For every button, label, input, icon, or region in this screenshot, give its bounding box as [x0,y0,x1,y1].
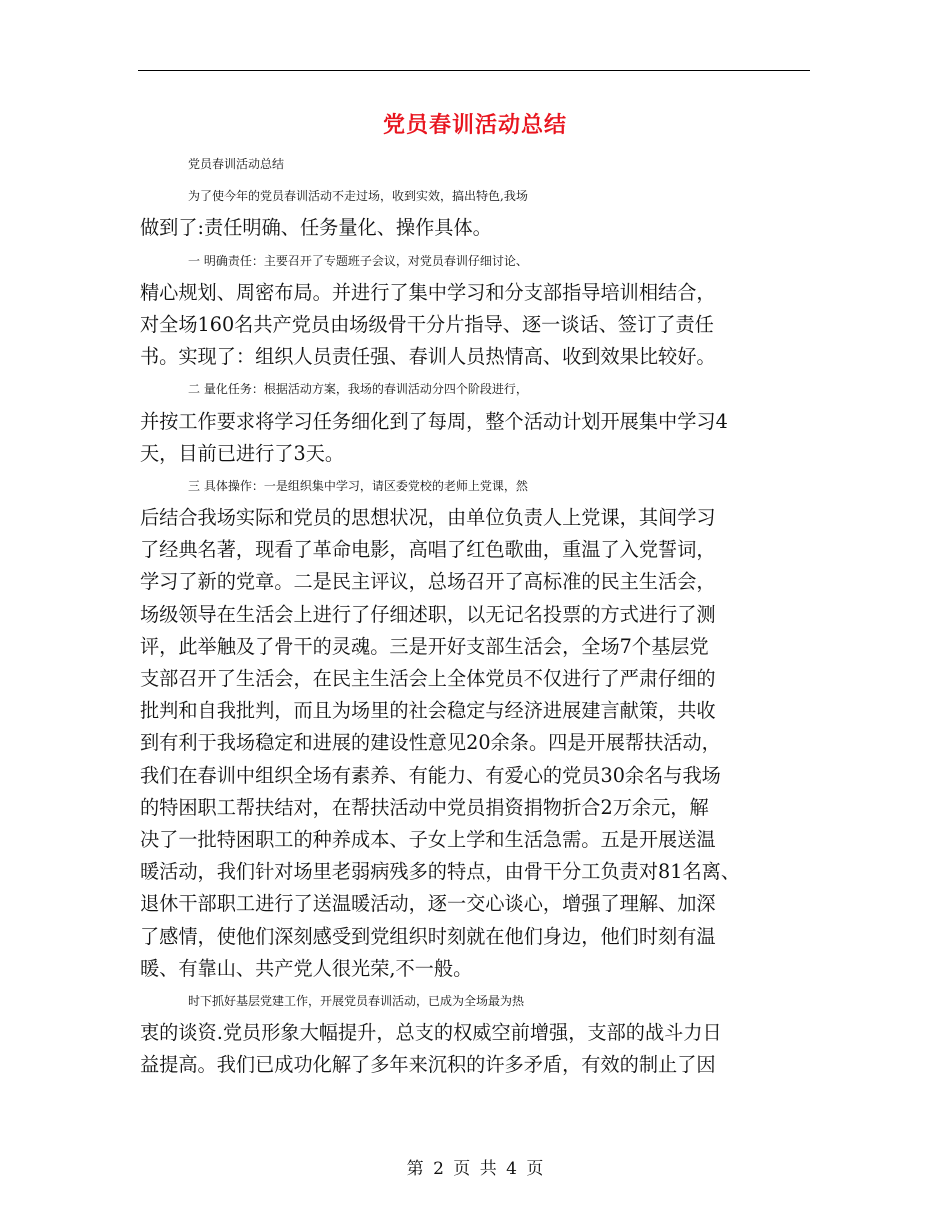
text-line: 为了使今年的党员春训活动不走过场，收到实效，搞出特色,我场 [188,189,528,204]
text-line: 到有利于我场稳定和进展的建设性意见20余条。四是开展帮扶活动， [140,731,721,755]
text-line: 我们在春训中组织全场有素养、有能力、有爱心的党员30余名与我场 [140,763,721,787]
text-line: 三 具体操作：一是组织集中学习，请区委党校的老师上党课，然 [188,478,528,493]
text-line: 益提高。我们已成功化解了多年来沉积的许多矛盾，有效的制止了因 [140,1053,716,1077]
text-line: 衷的谈资.党员形象大幅提升，总支的权威空前增强，支部的战斗力日 [140,1021,722,1045]
text-line: 退休干部职工进行了送温暖活动，逐一交心谈心，增强了理解、加深 [140,892,716,916]
text-line: 书。实现了：组织人员责任强、春训人员热情高、收到效果比较好。 [140,345,716,369]
document-body [140,148,812,1081]
text-line: 了经典名著，现看了革命电影，高唱了红色歌曲，重温了入党誓词， [140,538,716,562]
text-line: 做到了:责任明确、任务量化、操作具体。 [140,216,492,240]
text-line: 时下抓好基层党建工作，开展党员春训活动，已成为全场最为热 [188,993,525,1008]
text-line: 并按工作要求将学习任务细化到了每周，整个活动计划开展集中学习4 [140,409,728,433]
page-footer: 第 2 页 共 4 页 [406,1159,544,1179]
text-line: 暖、有靠山、共产党人很光荣,不一般。 [140,956,473,980]
text-line: 天，目前已进行了3天。 [140,441,345,465]
text-line: 党员春训活动总结 [188,157,285,171]
text-line: 决了一批特困职工的种养成本、子女上学和生活急需。五是开展送温 [140,827,716,851]
text-line: 了感情，使他们深刻感受到党组织时刻就在他们身边，他们时刻有温 [140,924,716,948]
text-line: 后结合我场实际和党员的思想状况，由单位负责人上党课，其间学习 [140,506,716,530]
text-line: 学习了新的党章。二是民主评议，总场召开了高标准的民主生活会， [140,570,716,594]
text-line: 场级领导在生活会上进行了仔细述职，以无记名投票的方式进行了测 [140,602,716,626]
text-line: 评，此举触及了骨干的灵魂。三是开好支部生活会，全场7个基层党 [140,634,709,658]
text-line: 二 量化任务：根据活动方案，我场的春训活动分四个阶段进行， [188,382,528,397]
text-line: 批判和自我批判，而且为场里的社会稳定与经济进展建言献策，共收 [140,699,716,723]
text-line: 精心规划、周密布局。并进行了集中学习和分支部指导培训相结合， [140,280,716,304]
header-rule [138,70,810,71]
text-line: 的特困职工帮扶结对，在帮扶活动中党员捐资捐物折合2万余元，解 [140,795,709,819]
document-title: 党员春训活动总结 [382,112,567,138]
text-line: 对全场160名共产党员由场级骨干分片指导、逐一谈话、签订了责任 [140,312,714,336]
text-line: 支部召开了生活会，在民主生活会上全体党员不仅进行了严肃仔细的 [140,667,716,690]
text-line: 暖活动，我们针对场里老弱病残多的特点，由骨干分工负责对81名离、 [140,860,741,884]
text-line: 一 明确责任：主要召开了专题班子会议，对党员春训仔细讨论、 [188,253,528,268]
